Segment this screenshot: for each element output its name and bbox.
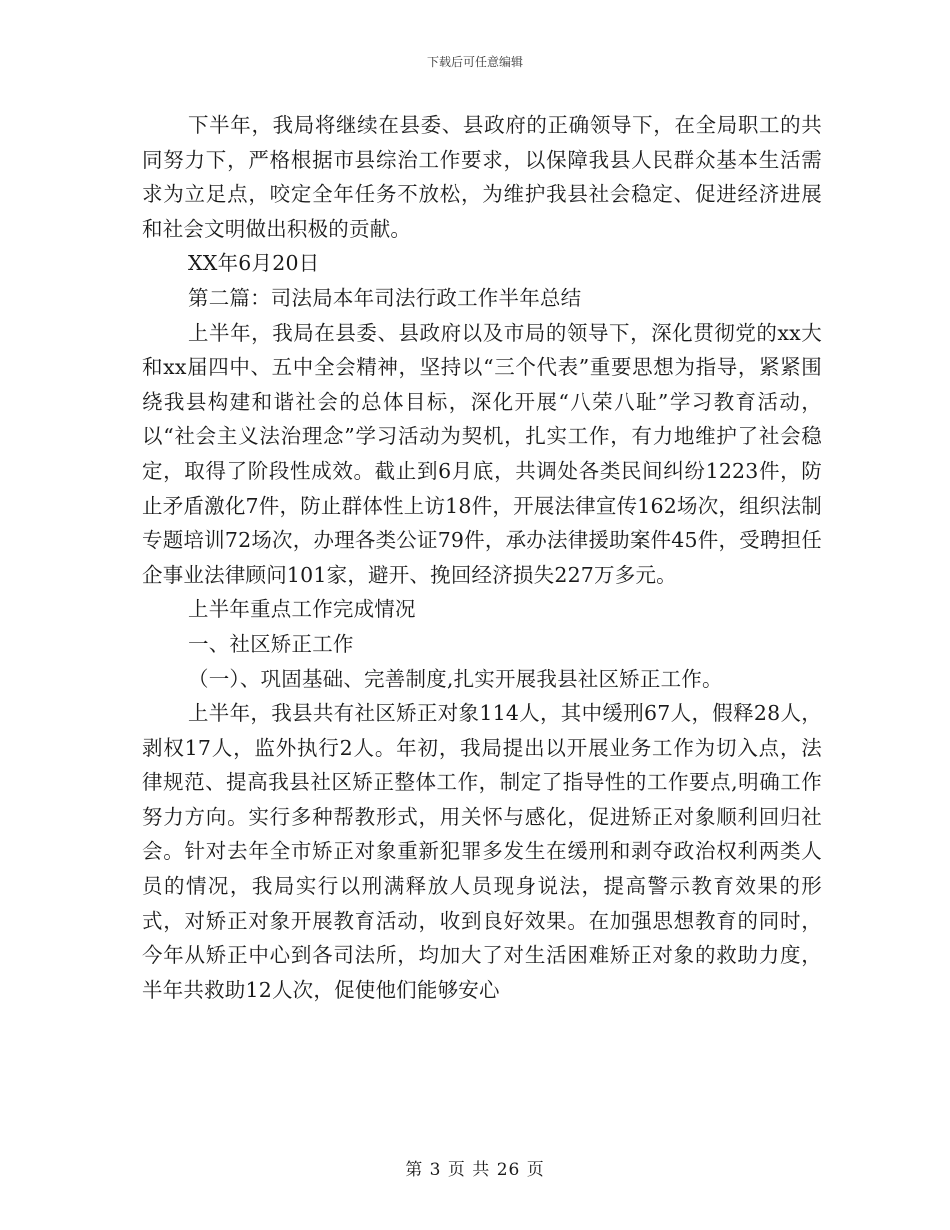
paragraph-date: XX年6月20日	[188, 251, 320, 276]
document-body	[142, 108, 822, 1007]
paragraph-second-half-plan: 下半年，我局将继续在县委、县政府的正确领导下，在全局职工的共同努力下，严格根据市县综治工作要求，以保障我县人民群众基本生活需求为立足点，咬定全年任务不放松，为维护我县社会稳定、促进经济进展和社会文明做出积极的贡献。	[142, 113, 822, 241]
heading-community-correction: 一、社区矫正工作	[188, 631, 354, 656]
section-title-part-two: 第二篇：司法局本年司法行政工作半年总结	[188, 285, 582, 310]
subheading-consolidate-foundation: （一）、巩固基础、完善制度,扎实开展我县社区矫正工作。	[188, 666, 723, 691]
page-header: 下载后可任意编辑	[426, 55, 523, 69]
page-footer: 第 3 页 共 26 页	[405, 1160, 545, 1180]
paragraph-correction-details: 上半年，我县共有社区矫正对象114人，其中缓刑67人，假释28人，剥权17人，监外执行2人。年初，我局提出以开展业务工作为切入点，法律规范、提高我县社区矫正整体工作，制定了指导性的工作要点,明确工作努力方向。实行多种帮教形式，用关怀与感化，促进矫正对象顺利回归社会。针对去年全市矫正对象重新犯罪多发生在缓刑和剥夺政治权利两类人员的情况，我局实行以刑满释放人员现身说法，提高警示教育效果的形式，对矫正对象开展教育活动，收到良好效果。在加强思想教育的同时，今年从矫正中心到各司法所，均加大了对生活困难矫正对象的救助力度，半年共救助12人次，促使他们能够安心	[142, 701, 822, 1002]
heading-key-work: 上半年重点工作完成情况	[188, 597, 416, 622]
paragraph-first-half-summary: 上半年，我局在县委、县政府以及市局的领导下，深化贯彻党的xx大和xx届四中、五中全会精神，坚持以“三个代表”重要思想为指导，紧紧围绕我县构建和谐社会的总体目标，深化开展“八荣八耻”学习教育活动，以“社会主义法治理念”学习活动为契机，扎实工作，有力地维护了社会稳定，取得了阶段性成效。截止到6月底，共调处各类民间纠纷1223件，防止矛盾激化7件，防止群体性上访18件，开展法律宣传162场次，组织法制专题培训72场次，办理各类公证79件，承办法律援助案件45件，受聘担任企事业法律顾问101家，避开、挽回经济损失227万多元。	[142, 320, 822, 587]
